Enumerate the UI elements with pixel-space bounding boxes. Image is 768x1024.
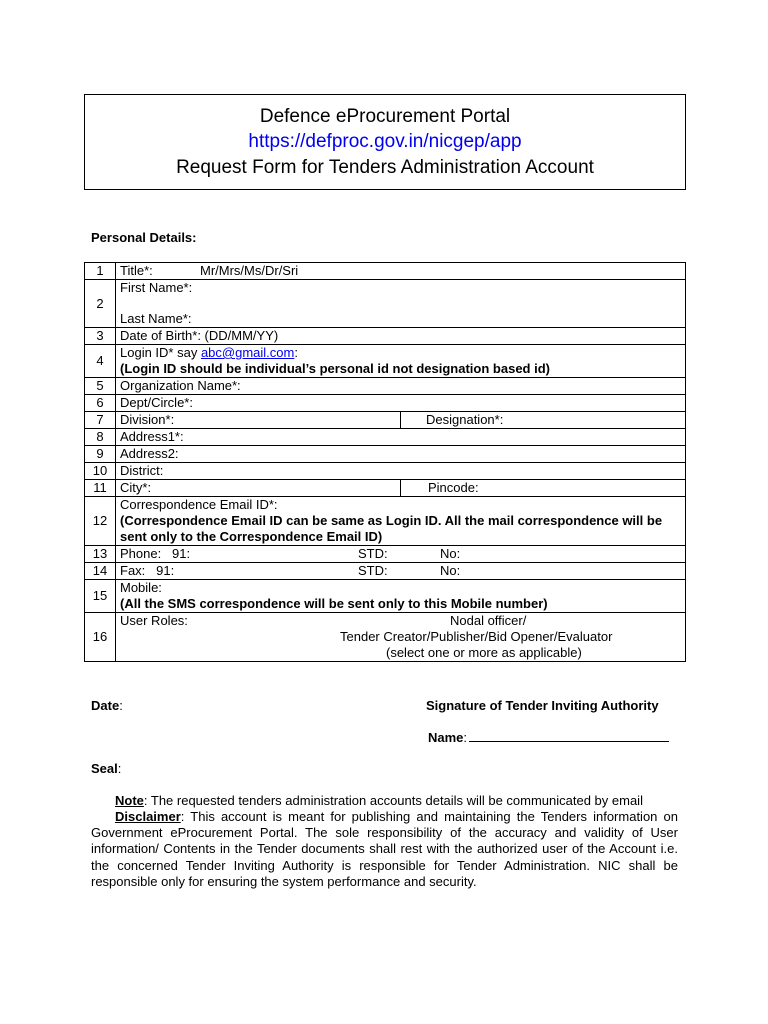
- field-label: Mobile:: [120, 580, 162, 595]
- row-number: 15: [85, 580, 116, 613]
- name-fields[interactable]: [116, 280, 686, 328]
- row-number: 11: [85, 480, 116, 497]
- table-row: [85, 480, 686, 497]
- table-row: [85, 580, 686, 613]
- table-row: [85, 613, 686, 662]
- correspondence-email-note: (Correspondence Email ID can be same as Login ID. All the mail correspondence will be sent only to the Correspondence Email ID): [120, 513, 663, 544]
- role-option-tender[interactable]: Tender Creator/Publisher/Bid Opener/Evaluator: [340, 629, 613, 644]
- colon: :: [119, 698, 123, 713]
- row-number: 1: [85, 263, 116, 280]
- row-number: 3: [85, 328, 116, 345]
- portal-url-link[interactable]: https://defproc.gov.in/nicgep/app: [248, 131, 522, 152]
- correspondence-email-field[interactable]: [116, 497, 686, 546]
- dept-field[interactable]: Dept/Circle*:: [116, 395, 686, 412]
- table-row: [85, 263, 686, 280]
- table-row: [85, 412, 686, 429]
- field-label: Login ID* say: [120, 345, 201, 360]
- form-title: Request Form for Tenders Administration Account: [176, 157, 594, 178]
- colon: :: [294, 345, 298, 360]
- header-box: [84, 94, 686, 190]
- example-email-link[interactable]: abc@gmail.com: [200, 345, 295, 360]
- row-number: 8: [85, 429, 116, 446]
- row-number: 12: [85, 497, 116, 546]
- row-number: 10: [85, 463, 116, 480]
- title-field[interactable]: [116, 263, 686, 280]
- organization-field[interactable]: Organization Name*:: [116, 378, 686, 395]
- pincode-field[interactable]: Pincode:: [401, 480, 686, 497]
- division-field[interactable]: Division*:: [116, 412, 401, 429]
- role-option-nodal[interactable]: Nodal officer/: [450, 613, 527, 628]
- login-id-note: (Login ID should be individual’s personal id not designation based id): [120, 361, 550, 376]
- table-row: [85, 328, 686, 345]
- name-field[interactable]: [428, 730, 669, 745]
- phone-field[interactable]: [116, 546, 686, 563]
- table-row: [85, 378, 686, 395]
- std-label: STD:: [358, 563, 388, 578]
- table-row: [85, 563, 686, 580]
- row-number: 7: [85, 412, 116, 429]
- title-options: Mr/Mrs/Ms/Dr/Sri: [200, 263, 299, 278]
- last-name-label: Last Name*:: [120, 311, 192, 326]
- disclaimer-text: : This account is meant for publishing and maintaining the Tenders information on Government eProcurement Portal. The sole responsibility of the accuracy and validity of User information/ Contents in the Tender documents shall rest with the authorized user of the Account i.e. the concerned Tender Inviting Authority is responsible for Tender Administration. NIC shall be responsible only for ensuring the system performance and security.: [91, 809, 678, 889]
- row-number: 9: [85, 446, 116, 463]
- table-row: [85, 446, 686, 463]
- colon: :: [117, 761, 122, 776]
- field-label: Correspondence Email ID*:: [120, 497, 278, 512]
- date-field: [91, 698, 123, 713]
- no-label: No:: [440, 563, 461, 578]
- address2-field[interactable]: Address2:: [116, 446, 686, 463]
- note-label: Note: [115, 793, 144, 808]
- field-label: Title*:: [120, 263, 153, 278]
- designation-field[interactable]: Designation*:: [401, 412, 686, 429]
- row-number: 2: [85, 280, 116, 328]
- field-label: Fax: 91:: [120, 563, 175, 578]
- std-label: STD:: [358, 546, 388, 561]
- login-id-field[interactable]: [116, 345, 686, 378]
- row-number: 5: [85, 378, 116, 395]
- table-row: [85, 429, 686, 446]
- role-instruction: (select one or more as applicable): [386, 645, 582, 660]
- section-heading: Personal Details:: [91, 230, 197, 245]
- table-row: [85, 280, 686, 328]
- note-text: : The requested tenders administration accounts details will be communicated by email: [143, 793, 643, 808]
- row-number: 4: [85, 345, 116, 378]
- row-number: 13: [85, 546, 116, 563]
- table-row: [85, 546, 686, 563]
- row-number: 14: [85, 563, 116, 580]
- colon: :: [463, 730, 468, 745]
- signature-label: Signature of Tender Inviting Authority: [426, 698, 659, 713]
- note-paragraph: [91, 793, 678, 809]
- table-row: [85, 463, 686, 480]
- no-label: No:: [440, 546, 461, 561]
- row-number: 6: [85, 395, 116, 412]
- disclaimer-label: Disclaimer: [115, 809, 181, 824]
- table-row: [85, 395, 686, 412]
- name-blank-line[interactable]: [469, 741, 669, 742]
- disclaimer-paragraph: [91, 809, 678, 890]
- field-label: User Roles:: [120, 613, 188, 628]
- mobile-note: (All the SMS correspondence will be sent only to this Mobile number): [120, 596, 548, 611]
- fax-field[interactable]: [116, 563, 686, 580]
- portal-title: Defence eProcurement Portal: [259, 106, 511, 127]
- table-row: [85, 345, 686, 378]
- personal-details-table: [84, 262, 686, 662]
- row-number: 16: [85, 613, 116, 662]
- mobile-field[interactable]: [116, 580, 686, 613]
- table-row: [85, 497, 686, 546]
- field-label: Phone: 91:: [120, 546, 191, 561]
- dob-field[interactable]: Date of Birth*: (DD/MM/YY): [116, 328, 686, 345]
- user-roles-field[interactable]: [116, 613, 686, 662]
- first-name-label: First Name*:: [120, 280, 193, 295]
- city-field[interactable]: City*:: [116, 480, 401, 497]
- seal-label: Seal: [91, 761, 118, 776]
- date-label: Date: [91, 698, 120, 713]
- address1-field[interactable]: Address1*:: [116, 429, 686, 446]
- district-field[interactable]: District:: [116, 463, 686, 480]
- seal-field: [91, 761, 121, 776]
- name-label: Name: [428, 730, 464, 745]
